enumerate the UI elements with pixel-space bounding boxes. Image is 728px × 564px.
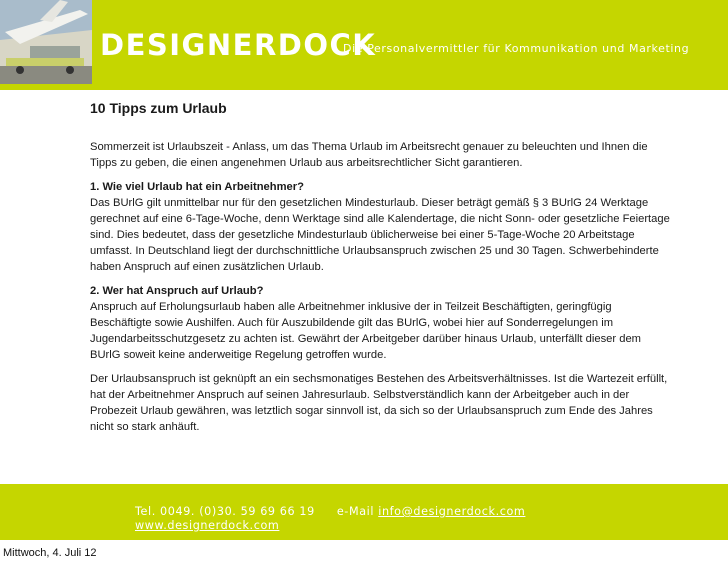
section-1 [90,179,670,275]
section-1-heading: 1. Wie viel Urlaub hat ein Arbeitnehmer? [90,181,304,193]
article [90,100,670,443]
footer-bar [0,484,728,540]
airport-photo [0,0,92,84]
section-2-body: Anspruch auf Erholungsurlaub haben alle Arbeitnehmer inklusive der in Teilzeit Beschäftigten, geringfügig Beschäftigte sowie Aushilfen. Auch für Auszubildende gilt das BUrlG, wobei hier auf Sonderregelungen im Jugendarbeitsschutzgesetz zu achten ist. Gewährt der Arbeitgeber darüber hinaus Urlaub, unterfällt dieser dem BUrlG soweit keine anderweitige Regelung getroffen wurde. [90,301,641,361]
section-1-body: Das BUrlG gilt unmittelbar nur für den gesetzlichen Mindesturlaub. Dieser beträgt gemäß § 3 BUrlG 24 Werktage gerechnet auf eine 6-Tage-Woche, denn Werktage sind alle Kalendertage, die nicht Sonn- oder gesetzliche Feiertage sind. Dies bedeutet, dass der gesetzliche Mindesturlaub üblicherweise bei einer 5-Tage-Woche 20 Arbeitstage umfasst. In Deutschland liegt der durchschnittliche Urlaubsanspruch zwischen 25 und 30 Tagen. Schwerbehinderte haben Anspruch auf einen zusätzlichen Urlaub. [90,197,670,273]
email-link[interactable]: info@designerdock.com [378,505,526,518]
website-link[interactable]: www.designerdock.com [135,519,280,532]
contact-line [135,505,525,518]
email-label: e-Mail [336,505,375,518]
brand-logo[interactable]: DESIGNERDOCK [100,28,377,62]
brand-tagline: Die Personalvermittler für Kommunikation und Marketing [343,42,690,55]
intro-paragraph: Sommerzeit ist Urlaubszeit - Anlass, um das Thema Urlaub im Arbeitsrecht genauer zu beleuchten und Ihnen die Tipps zu geben, die einen angenehmen Urlaub aus arbeitsrechtlicher Sicht garantieren. [90,141,648,169]
print-date: Mittwoch, 4. Juli 12 [3,547,97,559]
article-title: 10 Tipps zum Urlaub [90,100,227,116]
section-2 [90,283,670,363]
website-line [135,519,279,532]
closing-paragraph: Der Urlaubsanspruch ist geknüpft an ein sechsmonatiges Bestehen des Arbeitsverhältnisses. Ist die Wartezeit erfüllt, hat der Arbeitnehmer Anspruch auf seinen Jahresurlaub. Selbstverständlich kann der Arbeitgeber auch in der Probezeit Urlaub gewähren, was letztlich sogar sinnvoll ist, da sich so der Urlaubsanspruch zum Ende des Jahres nicht so stark anhäuft. [90,373,668,433]
header-bar [0,0,728,90]
airplane-illustration [0,0,92,84]
section-2-heading: 2. Wer hat Anspruch auf Urlaub? [90,285,264,297]
phone-number: Tel. 0049. (0)30. 59 69 66 19 [135,505,315,518]
